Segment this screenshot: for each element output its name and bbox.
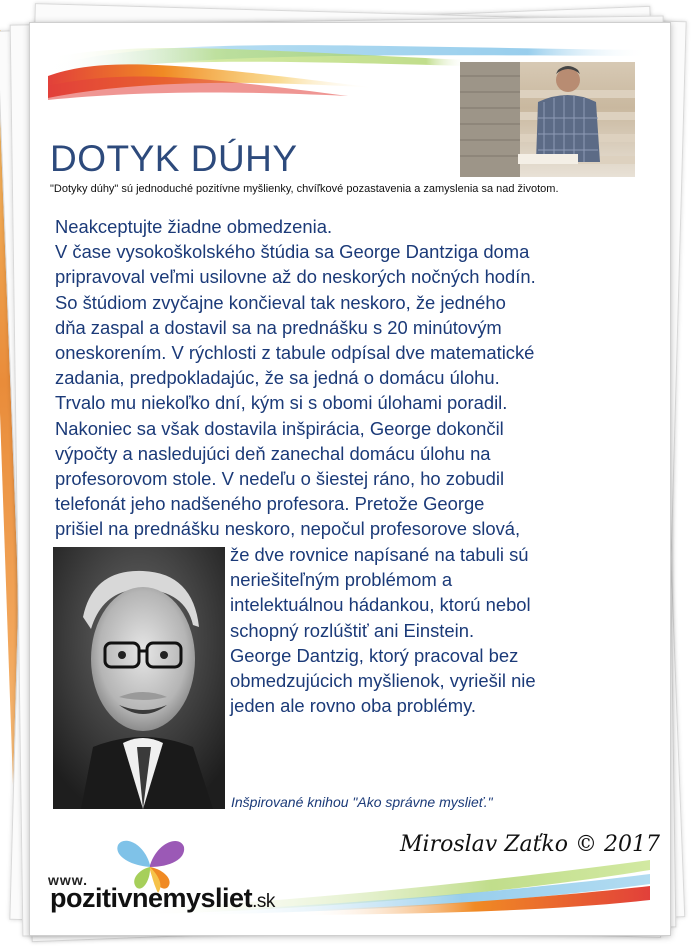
article-line: výpočty a nasledujúci deň zanechal domácu úlohu na	[55, 442, 491, 464]
logo-tld: .sk	[252, 891, 275, 912]
logo-name	[50, 883, 275, 914]
book-credit: Inšpirované knihou "Ako správne myslieť."	[231, 794, 493, 810]
george-dantzig-portrait	[53, 547, 225, 809]
article-line: oneskorením. V rýchlosti z tabule odpísal dve matematické	[55, 342, 535, 364]
tagline: "Dotyky dúhy" sú jednoduché pozitívne myšlienky, chvíľkové pozastavenia a zamyslenia sa nad životom.	[50, 183, 559, 195]
signature: Miroslav Zaťko © 2017	[400, 832, 660, 857]
article-line: dňa zaspal a dostavil sa na prednášku s 20 minútovým	[55, 316, 502, 338]
article-line: zadania, predpokladajúc, že sa jedná o domácu úlohu.	[55, 367, 500, 389]
article-line: Trvalo mu niekoľko dní, kým si s obomi úlohami poradil.	[55, 392, 508, 414]
article-body	[55, 214, 655, 542]
logo-www: www.	[48, 872, 89, 888]
site-logo[interactable]	[48, 835, 348, 920]
article-line: Nakoniec sa však dostavila inšpirácia, George dokončil	[55, 417, 504, 439]
man-writing-photo	[460, 62, 635, 177]
article-line: schopný rozlúštiť ani Einstein.	[230, 619, 475, 641]
article-line: obmedzujúcich myšlienok, vyriešil nie	[230, 670, 536, 692]
article-line: Neakceptujte žiadne obmedzenia.	[55, 216, 333, 237]
article-line: intelektuálnou hádankou, ktorú nebol	[230, 594, 531, 616]
logo-main-text: pozitivnemysliet	[50, 883, 253, 913]
article-line: pripravoval veľmi usilovne až do neskorých nočných hodín.	[55, 266, 536, 288]
article-line: So štúdiom zvyčajne končieval tak neskoro, že jedného	[55, 291, 506, 313]
article-body-wrapped	[230, 542, 650, 718]
page-title: DOTYK DÚHY	[50, 138, 298, 179]
article-line: že dve rovnice napísané na tabuli sú	[230, 544, 529, 565]
article-line: profesorovom stole. V nedeľu o šiestej ráno, ho zobudil	[55, 468, 505, 490]
article-line: jeden ale rovno oba problémy.	[230, 695, 477, 717]
article-line: prišiel na prednášku neskoro, nepočul profesorove slová,	[55, 518, 521, 540]
article-line: neriešiteľným problémom a	[230, 569, 453, 591]
article-line: V čase vysokoškolského štúdia sa George Dantziga doma	[55, 241, 530, 263]
article-line: telefonát jeho nadšeného profesora. Pretože George	[55, 493, 485, 515]
article-line: George Dantzig, ktorý pracoval bez	[230, 644, 519, 666]
